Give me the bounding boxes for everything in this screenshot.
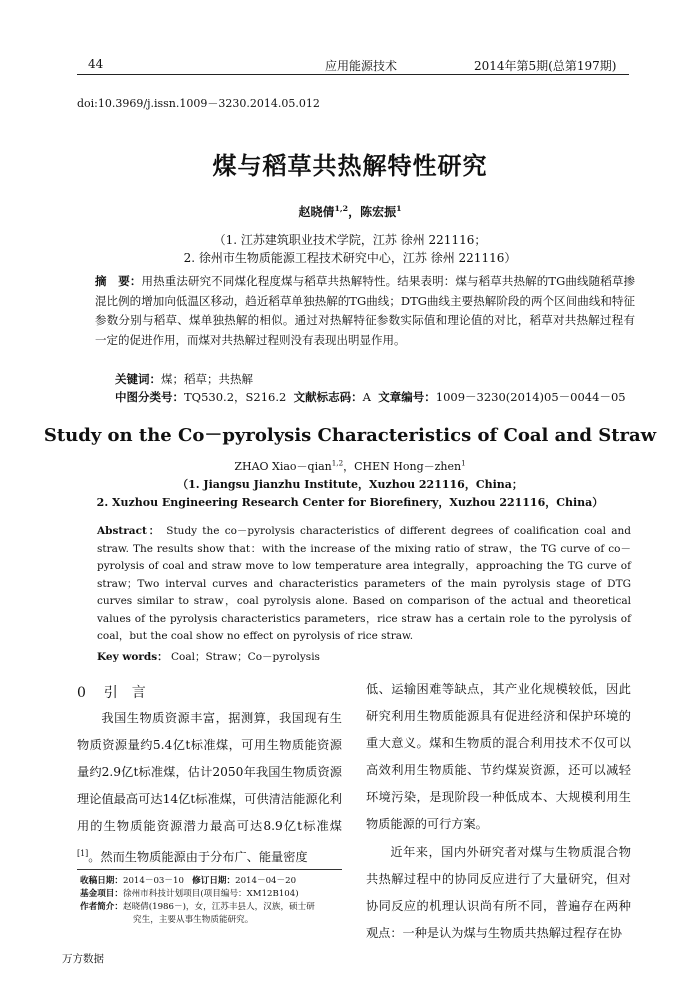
author-en-1: ZHAO Xiao－qian	[234, 460, 332, 473]
keywords-cn-text: 煤；稻草；共热解	[161, 372, 253, 386]
header-rule	[77, 74, 629, 75]
author-en-2-sup: 1	[461, 458, 466, 468]
abstract-cn	[95, 272, 635, 350]
footnote-dates	[80, 875, 360, 888]
code-label: 文献标志码：	[293, 390, 363, 404]
revised-label: 修订日期：	[192, 876, 236, 886]
keywords-en-label: Key words：	[97, 651, 168, 663]
issue-info: 2014年第5期(总第197期)	[474, 59, 617, 73]
body-left-tail: 。然而生物质能源由于分布广、能量密度	[88, 850, 308, 865]
title-cn: 煤与稻草共热解特性研究	[212, 151, 488, 180]
watermark: 万方数据	[62, 953, 104, 965]
footnote-bio-cont: 究生，主要从事生物质能研究。	[133, 915, 254, 925]
body-right-paragraph-2: 近年来，国内外研究者对煤与生物质混合物共热解过程中的协同反应进行了大量研究，但对协同反应的机理认识尚有所不同，普遍存在两种观点：一种是认为煤与生物质共热解过程存在协	[366, 844, 631, 940]
article-label: 文章编号：	[378, 390, 436, 404]
page-number: 44	[88, 57, 104, 71]
keywords-cn-label: 关键词：	[115, 372, 161, 386]
author-1-sup: 1,2	[334, 204, 349, 213]
author-en-1-sup: 1,2	[331, 458, 344, 468]
title-en: Study on the Co－pyrolysis Characteristics of Coal and Straw	[43, 425, 657, 446]
author-2: 陈宏振	[360, 205, 397, 219]
fund-text: 徐州市科技计划项目(项目编号：XM12B104)	[122, 889, 299, 899]
abstract-en	[97, 523, 631, 646]
bio-line-1: 赵晓倩(1986－)，女，江苏丰县人，汉族，硕士研	[122, 902, 315, 912]
authors-cn	[0, 203, 700, 220]
keywords-en	[97, 649, 320, 664]
section-heading	[77, 682, 146, 702]
abstract-en-text: Study the co－pyrolysis characteristics of different degrees of coalification coal and straw. The results show that：with the increase of the mixing ratio of straw，the TG curve of co－pyrolysis of coal and straw move to low temperature area integrally，approaching the TG curve of straw；Two interval curves and characteristics parameters of the main pyrolysis stage of DTG curves similar to straw，coal pyrolysis alone. Based on comparison of the actual and theoretical values of the pyrolysis characteristics parameters，rice straw has a certain role to the pyrolysis of coal，but the coal show no effect on pyrolysis of rice straw.	[97, 525, 631, 642]
author-en-2: CHEN Hong－zhen	[354, 460, 462, 473]
bio-label: 作者简介：	[80, 902, 123, 912]
affiliation-cn-2: 2. 徐州市生物质能源工程技术研究中心，江苏 徐州 221116）	[183, 251, 517, 265]
fund-label: 基金项目：	[80, 889, 123, 899]
code-value: A	[362, 390, 371, 404]
body-right-column	[366, 676, 631, 947]
affiliation-cn-1: （1. 江苏建筑职业技术学院，江苏 徐州 221116；	[213, 233, 487, 247]
body-right-paragraph-1: 低、运输困难等缺点，其产业化规模较低，因此研究利用生物质能源具有促进经济和保护环境的重大意义。煤和生物质的混合利用技术不仅可以高效利用生物质能、节约煤炭资源，还可以减轻环境污染，是现阶段一种低成本、大规模利用生物质能源的可行方案。	[366, 682, 631, 832]
received-label: 收稿日期：	[80, 876, 123, 886]
keywords-en-text: Coal；Straw；Co－pyrolysis	[167, 651, 320, 663]
body-left-paragraph	[77, 705, 342, 872]
body-left-text: 我国生物质资源丰富，据测算，我国现有生物质资源量约5.4亿t标准煤，可用生物质能资源量约2.9亿t标准煤，估计2050年我国生物质资源理论值最高可达14亿t标准煤，可供清洁能源化利用的生物质能资源潜力最高可达8.9亿t标准煤	[77, 711, 342, 834]
abstract-cn-text: 用热重法研究不同煤化程度煤与稻草共热解特性。结果表明：煤与稻草共热解的TG曲线随稻草掺混比例的增加向低温区移动，趋近稻草单独热解的TG曲线；DTG曲线主要热解阶段的两个区间曲线和特征参数分别与稻草、煤单独热解的相似。通过对热解特征参数实际值和理论值的对比，稻草对共热解过程有一定的促进作用，而煤对共热解过程则没有表现出明显作用。	[95, 274, 636, 347]
journal-name: 应用能源技术	[325, 59, 398, 73]
footnote-fund	[80, 888, 360, 901]
classification-cn	[115, 389, 626, 405]
author-en-sep: ，	[343, 460, 355, 473]
article-value: 1009－3230(2014)05－0044－05	[435, 390, 626, 404]
abstract-en-label: Abstract：	[97, 525, 162, 537]
author-1: 赵晓倩	[298, 205, 335, 219]
body-left-column	[77, 705, 342, 872]
clc-label: 中图分类号：	[115, 390, 184, 404]
clc-value: TQ530.2，S216.2	[184, 390, 287, 404]
author-2-sup: 1	[396, 204, 402, 213]
footnote-rule	[77, 869, 342, 870]
affiliation-en-2: 2. Xuzhou Engineering Research Center for Biorefinery，Xuzhou 221116，China）	[96, 496, 604, 509]
section-title: 引 言	[103, 685, 146, 701]
keywords-cn	[115, 371, 253, 387]
abstract-cn-label: 摘 要：	[95, 274, 142, 288]
affiliation-en-1: （1. Jiangsu Jianzhu Institute，Xuzhou 221116，China；	[177, 478, 523, 491]
doi: doi:10.3969/j.issn.1009－3230.2014.05.012	[77, 97, 320, 110]
revised-date: 2014－04－20	[235, 876, 297, 886]
footnote	[80, 875, 360, 927]
received-date: 2014－03－10	[122, 876, 184, 886]
citation-1: [1]	[77, 849, 89, 859]
author-sep: ，	[348, 205, 361, 219]
authors-en	[0, 458, 700, 474]
section-number: 0	[77, 685, 86, 701]
footnote-bio	[80, 901, 360, 914]
